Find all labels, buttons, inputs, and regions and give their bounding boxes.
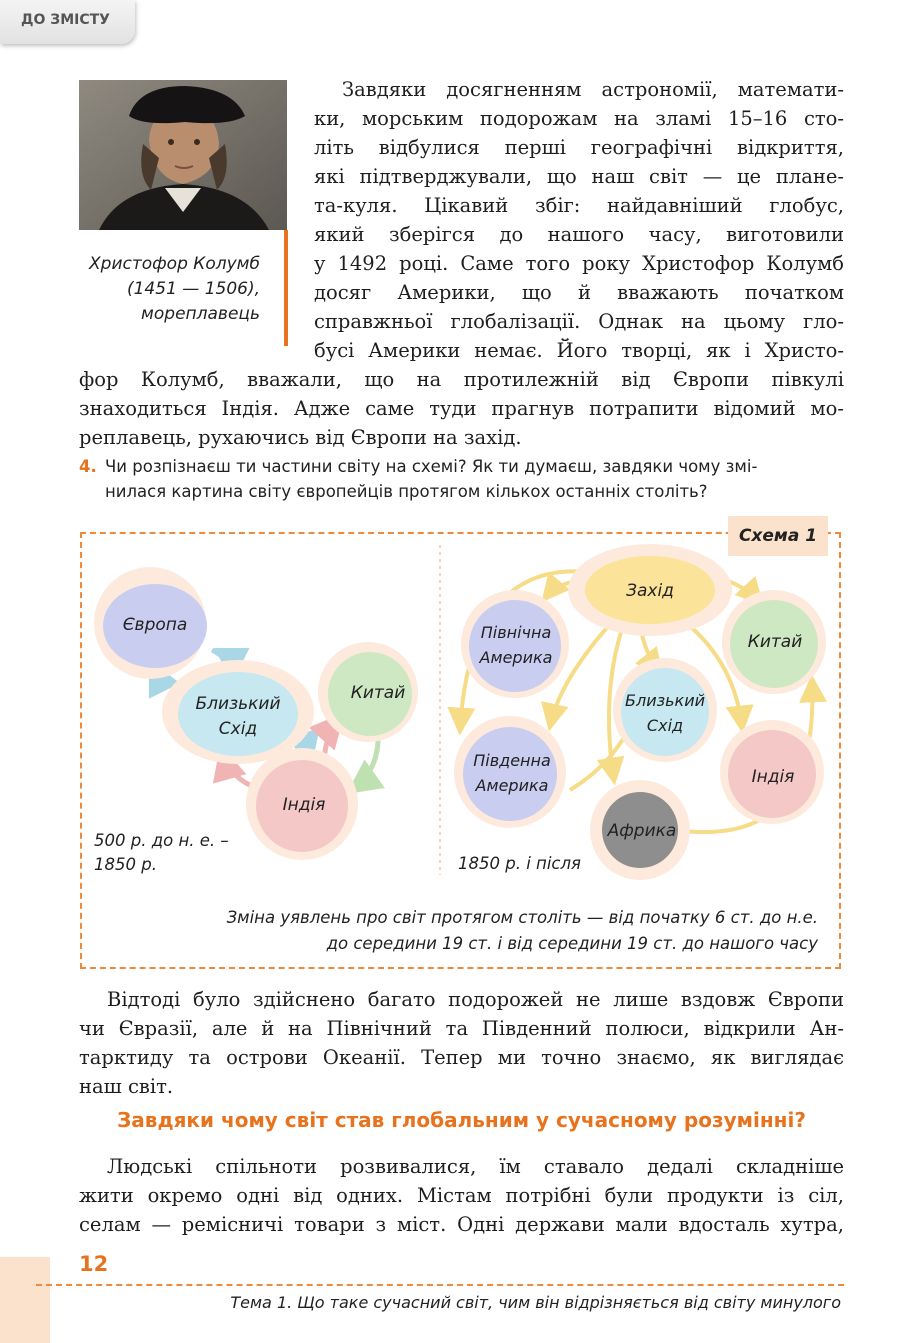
left-period: 500 р. до н. е. – <box>94 831 229 850</box>
node-label: Індія <box>751 767 795 787</box>
footer-divider <box>36 1284 844 1286</box>
question-number: 4. <box>79 457 97 476</box>
node-label: Південна <box>473 751 551 770</box>
page-number: 12 <box>79 1252 109 1276</box>
text-line: літь відбулися перші географічні відкриття, <box>314 136 844 159</box>
text-line: фор Колумб, вважали, що на протилежній від Європи півкулі <box>79 368 844 391</box>
text-line: жити окремо одні від одних. Містам потрібні були продукти із сіл, <box>79 1184 844 1207</box>
text-line: та-куля. Цікавий збіг: найдавніший глобус, <box>314 194 844 217</box>
node-label: Північна <box>480 623 552 642</box>
text-line: справжньої глобалізації. Однак на цьому гло- <box>314 310 844 333</box>
node-label: Схід <box>646 716 684 735</box>
node-south-america <box>463 727 557 821</box>
text-line: селам — ремісничі товари з міст. Одні держави мали вдосталь хутра, <box>79 1213 844 1236</box>
scheme-caption-line: до середини 19 ст. і від середини 19 ст. до нашого часу <box>326 934 818 953</box>
node-near-east-2 <box>621 668 709 756</box>
node-near-east <box>178 672 298 756</box>
scheme-caption <box>100 905 818 957</box>
caption-role: мореплавець <box>141 304 260 324</box>
text-line: досяг Америки, що й вважають початком <box>314 281 844 304</box>
node-label: Захід <box>626 581 674 601</box>
question-text-line: Чи розпізнаєш ти частини світу на схемі? Як ти думаєш, завдяки чому змі- <box>105 457 758 476</box>
caption-years: (1451 — 1506), <box>126 279 260 299</box>
text-line: тарктиду та острови Океанії. Тепер ми точно знаємо, як виглядає <box>79 1046 844 1069</box>
left-period: 1850 р. <box>94 855 157 874</box>
node-label: Америка <box>475 776 549 795</box>
back-to-contents-button[interactable]: ДО ЗМІСТУ <box>0 0 135 44</box>
section-heading: Завдяки чому світ став глобальним у сучасному розумінні? <box>117 1108 806 1132</box>
scheme-label: Схема 1 <box>728 516 828 556</box>
node-label: Африка <box>607 821 677 841</box>
text-line: у 1492 році. Саме того року Христофор Колумб <box>314 252 844 275</box>
node-label: Близький <box>195 694 281 714</box>
node-label: Близький <box>625 691 705 710</box>
footer-topic: Тема 1. Що таке сучасний світ, чим він відрізняється від світу минулого <box>230 1293 841 1312</box>
node-label: Америка <box>479 648 553 667</box>
text-line: які підтверджували, що наш світ — це плане- <box>314 165 844 188</box>
text-line: наш світ. <box>79 1075 174 1098</box>
node-north-america <box>469 600 561 692</box>
caption-name: Христофор Колумб <box>89 254 260 274</box>
right-period: 1850 р. і після <box>458 854 581 873</box>
after-paragraph <box>79 985 844 1101</box>
node-label: Китай <box>747 632 803 652</box>
last-paragraph <box>79 1152 844 1239</box>
text-line: бусі Америки немає. Його творці, як і Христо- <box>314 339 844 362</box>
text-line: Відтоді було здійснено багато подорожей не лише вздовж Європи <box>107 988 844 1011</box>
text-line: реплавець, рухаючись від Європи на захід. <box>79 426 522 449</box>
text-line: Завдяки досягненням астрономії, математи- <box>342 78 844 101</box>
text-line: ки, морським подорожам на зламі 15–16 сто- <box>314 107 844 130</box>
text-line: який зберігся до нашого часу, виготовили <box>314 223 844 246</box>
text-line: знаходиться Індія. Адже саме туди прагнув потрапити відомий мо- <box>79 397 844 420</box>
node-label: Китай <box>350 683 406 703</box>
node-label: Європа <box>122 615 188 635</box>
text-line: Людські спільноти розвивалися, їм ставало дедалі складніше <box>107 1155 844 1178</box>
node-label: Індія <box>282 795 326 815</box>
question-text-line: нилася картина світу європейців протягом кількох останніх століть? <box>105 482 708 501</box>
scheme-caption-line: Зміна уявлень про світ протягом століть — від початку 6 ст. до н.е. <box>226 908 818 927</box>
text-line: чи Євразії, але й на Північний та Південний полюси, відкрили Ан- <box>79 1017 844 1040</box>
node-label: Схід <box>218 719 258 739</box>
page-corner-decoration <box>0 1257 50 1343</box>
